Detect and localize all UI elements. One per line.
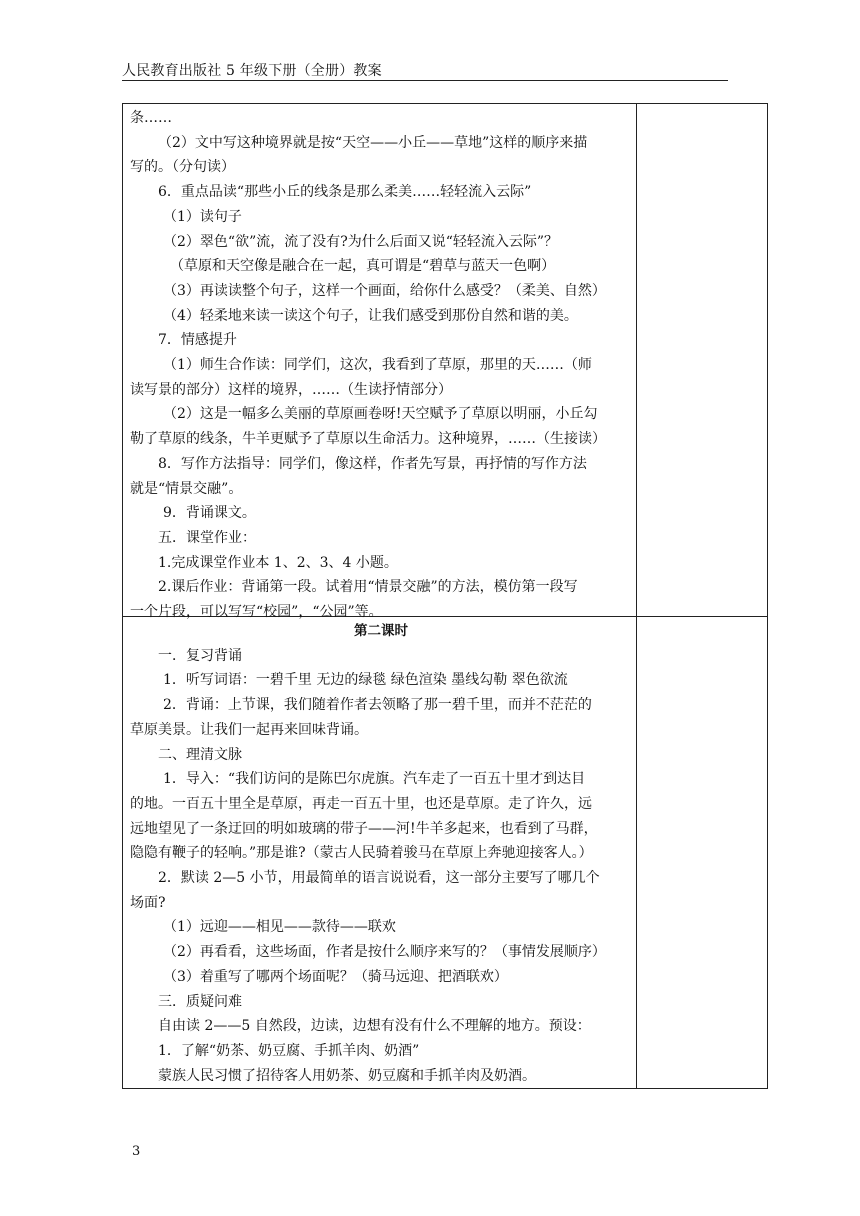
text-line: 的地。一百五十里全是草原，再走一百五十里，也还是草原。走了许久，远 xyxy=(130,795,592,812)
header-rule xyxy=(122,80,728,81)
text-line: 场面? xyxy=(130,894,166,911)
text-line: 蒙族人民习惯了招待客人用奶茶、奶豆腐和手抓羊肉及奶酒。 xyxy=(158,1067,536,1084)
text-line: 1．听写词语：一碧千里 无边的绿毯 绿色渲染 墨线勾勒 翠色欲流 xyxy=(163,672,568,689)
text-line: 五．课堂作业： xyxy=(158,529,256,546)
section1-content-cell xyxy=(123,104,637,621)
text-line: （2）再看看，这些场面，作者是按什么顺序来写的？（事情发展顺序） xyxy=(163,944,606,961)
text-line: 一．复习背诵 xyxy=(158,647,242,664)
section-title: 第二课时 xyxy=(354,623,408,639)
text-line: 二、理清文脉 xyxy=(158,746,242,763)
text-line: 一个片段，可以写写“校园”，“公园”等。 xyxy=(130,604,383,621)
text-line: 1．了解“奶茶、奶豆腐、手抓羊肉、奶酒” xyxy=(158,1042,420,1059)
text-line: 2．默读 2—5 小节，用最简单的语言说说看，这一部分主要写了哪几个 xyxy=(158,870,600,887)
text-line: 8．写作方法指导：同学们，像这样，作者先写景，再抒情的写作方法 xyxy=(158,455,587,472)
text-line: （2）文中写这种境界就是按“天空——小丘——草地”这样的顺序来描 xyxy=(158,134,588,151)
page-header: 人民教育出版社 5 年级下册（全册）教案 xyxy=(122,63,382,79)
table-row-section2 xyxy=(123,617,768,1089)
section2-notes-cell xyxy=(637,617,768,1089)
text-line: 草原美景。让我们一起再来回味背诵。 xyxy=(130,721,368,738)
text-line: （草原和天空像是融合在一起，真可谓是“碧草与蓝天一色啊） xyxy=(170,258,556,275)
text-line: 1．导入：“我们访问的是陈巴尔虎旗。汽车走了一百五十里才到达目 xyxy=(163,771,586,788)
text-line: 远地望见了一条迂回的明如玻璃的带子——河!牛羊多起来，也看到了马群， xyxy=(130,820,598,837)
text-line: 7．情感提升 xyxy=(158,332,237,349)
text-line: （1）读句子 xyxy=(163,208,242,225)
text-line: 三．质疑问难 xyxy=(158,993,242,1010)
table-row-section1 xyxy=(123,104,768,617)
text-line: （2）这是一幅多么美丽的草原画卷呀!天空赋予了草原以明丽，小丘勾 xyxy=(163,406,598,423)
text-line: 1.完成课堂作业本 1、2、3、4 小题。 xyxy=(158,554,398,571)
text-line: 6．重点品读“那些小丘的线条是那么柔美……轻轻流入云际” xyxy=(158,184,532,201)
text-line: （1）远迎——相见——款待——联欢 xyxy=(163,919,396,936)
text-line: 2.课后作业：背诵第一段。试着用“情景交融”的方法，模仿第一段写 xyxy=(158,579,578,596)
lesson-table xyxy=(122,103,768,1089)
text-line: （1）师生合作读：同学们，这次，我看到了草原，那里的天……（师 xyxy=(163,357,592,374)
section2-content-cell xyxy=(123,617,637,1089)
text-line: 就是“情景交融”。 xyxy=(130,480,243,497)
text-line: 勒了草原的线条，牛羊更赋予了草原以生命活力。这种境界，……（生接读） xyxy=(130,431,606,448)
text-line: 自由读 2——5 自然段，边读，边想有没有什么不理解的地方。预设： xyxy=(158,1018,591,1035)
text-line: 写的。（分句读） xyxy=(130,159,235,176)
text-line: 读写景的部分）这样的境界，……（生读抒情部分） xyxy=(130,381,452,398)
page-number: 3 xyxy=(132,1144,141,1159)
text-line: 条…… xyxy=(130,110,172,126)
text-line: （2）翠色“欲”流，流了没有?为什么后面又说“轻轻流入云际”？ xyxy=(163,233,559,250)
text-line: （3）再读读整个句子，这样一个画面，给你什么感受？（柔美、自然） xyxy=(163,282,606,299)
text-line: 2．背诵：上节课，我们随着作者去领略了那一碧千里，而并不茫茫的 xyxy=(163,697,592,714)
text-line: （4）轻柔地来读一读这个句子，让我们感受到那份自然和谐的美。 xyxy=(163,307,578,324)
text-line: 隐隐有鞭子的轻响。”那是谁?（蒙古人民骑着骏马在草原上奔驰迎接客人。） xyxy=(130,845,593,862)
section1-notes-cell xyxy=(637,104,768,617)
text-line: （3）着重写了哪两个场面呢？（骑马远迎、把酒联欢） xyxy=(163,968,508,985)
text-line: 9．背诵课文。 xyxy=(163,505,256,522)
